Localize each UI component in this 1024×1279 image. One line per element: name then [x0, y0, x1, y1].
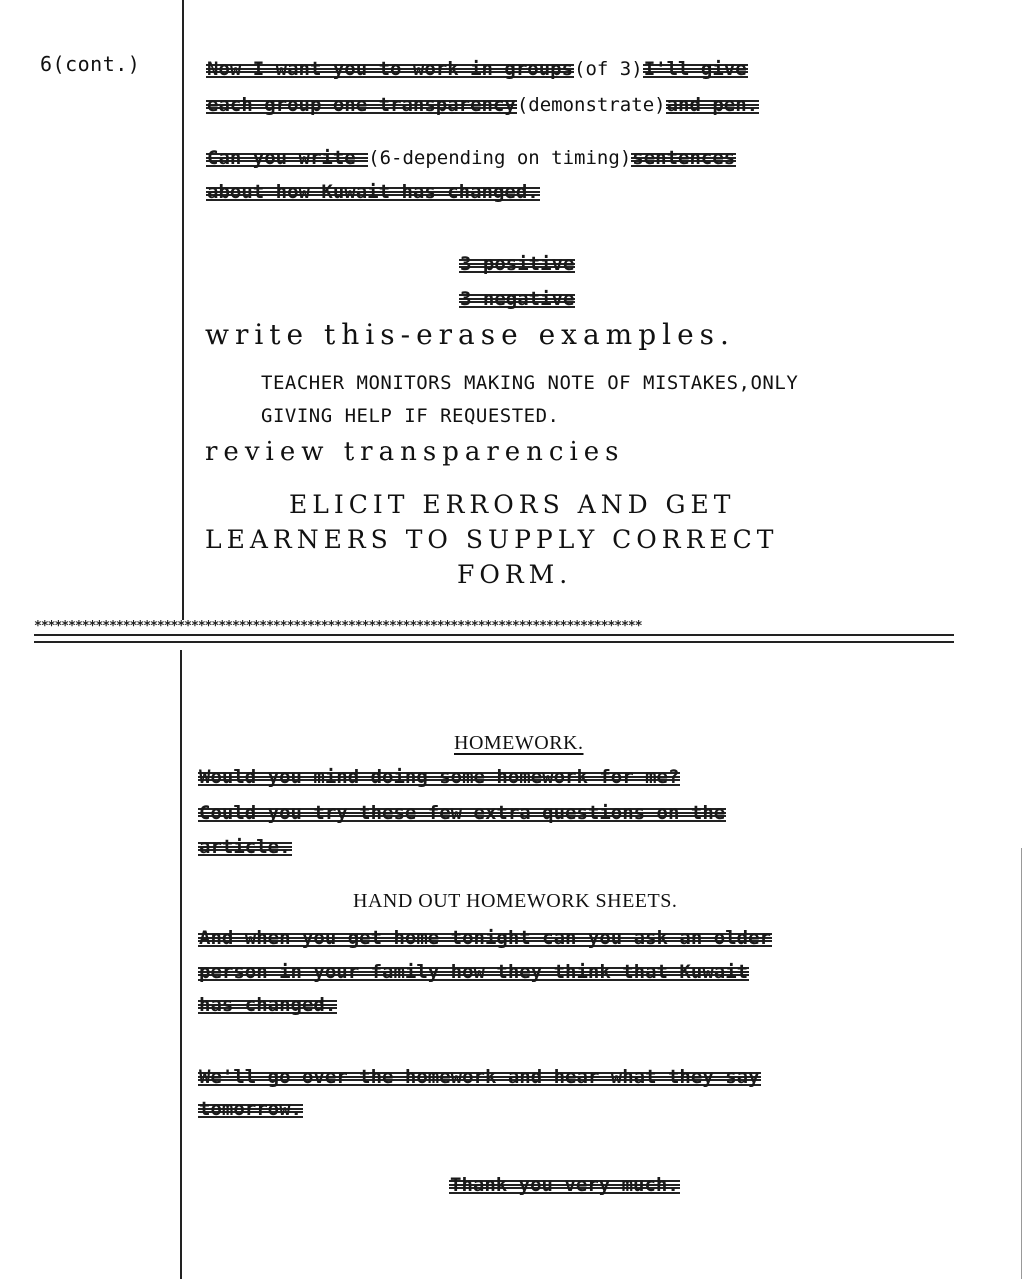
- divider-rules: [34, 634, 954, 650]
- spoken-text: sentences: [632, 147, 736, 169]
- closing-line: [449, 1174, 680, 1196]
- spoken-text: I'll give: [643, 58, 747, 80]
- margin-rule: [182, 0, 184, 620]
- spoken-text: tomorrow.: [199, 1098, 302, 1120]
- right-edge-rule: [1021, 848, 1022, 1279]
- spoken-text: has changed.: [199, 994, 337, 1016]
- homework-line-1: [198, 766, 680, 788]
- note-write-erase: write this-erase examples.: [205, 318, 735, 351]
- spoken-text: We'll go over the homework and hear what they say: [199, 1066, 760, 1088]
- homework-line-2: [198, 802, 726, 824]
- spoken-text: Now I want you to work in groups: [207, 58, 574, 80]
- homework-line-6: [198, 994, 337, 1016]
- section-marker: 6(cont.): [40, 52, 141, 76]
- homework-line-8: [198, 1098, 303, 1120]
- positive-count: [459, 253, 575, 275]
- homework-line-3: [198, 836, 292, 858]
- homework-line-4: [198, 927, 772, 949]
- spoken-text: each group one transparency: [207, 94, 516, 116]
- spoken-text: And when you get home tonight can you ask an older: [199, 927, 771, 949]
- spoken-text: article.: [199, 836, 291, 858]
- section-divider: [34, 620, 954, 650]
- margin-rule-lower: [180, 650, 182, 1279]
- stage-direction: (demonstrate): [516, 94, 666, 116]
- note-review: review transparencies: [205, 437, 625, 467]
- spoken-text: Thank you very much.: [450, 1174, 679, 1196]
- spoken-text: 3 positive: [460, 253, 575, 275]
- spoken-text: 3 negative: [460, 288, 575, 310]
- homework-line-7: [198, 1066, 761, 1088]
- script-line-1: [206, 58, 748, 80]
- note-handout: HAND OUT HOMEWORK SHEETS.: [353, 890, 678, 912]
- spoken-text: Can you write: [207, 147, 368, 169]
- homework-line-5: [198, 961, 749, 983]
- script-line-2: [206, 94, 759, 116]
- note-elicit-2: LEARNERS TO SUPPLY CORRECT: [205, 525, 779, 554]
- homework-heading: HOMEWORK.: [454, 732, 584, 754]
- spoken-text: and pen.: [666, 94, 759, 116]
- note-monitor-1: TEACHER MONITORS MAKING NOTE OF MISTAKES,ONLY: [261, 372, 799, 394]
- stage-direction: (of 3): [574, 58, 643, 80]
- spoken-text: person in your family how they think that Kuwait: [199, 961, 749, 983]
- stage-direction: (6-depending on timing): [368, 147, 632, 169]
- script-line-4: [206, 181, 540, 203]
- spoken-text: about how Kuwait has changed.: [207, 181, 539, 203]
- divider-stars: *****************************************************************************************: [34, 620, 642, 634]
- note-elicit-1: ELICIT ERRORS AND GET: [289, 490, 736, 519]
- script-line-3: [206, 147, 736, 169]
- note-monitor-2: GIVING HELP IF REQUESTED.: [261, 405, 560, 427]
- spoken-text: Would you mind doing some homework for me?: [199, 766, 680, 788]
- negative-count: [459, 288, 575, 310]
- note-elicit-3: FORM.: [457, 560, 573, 589]
- spoken-text: Could you try these few extra questions on the: [199, 802, 726, 824]
